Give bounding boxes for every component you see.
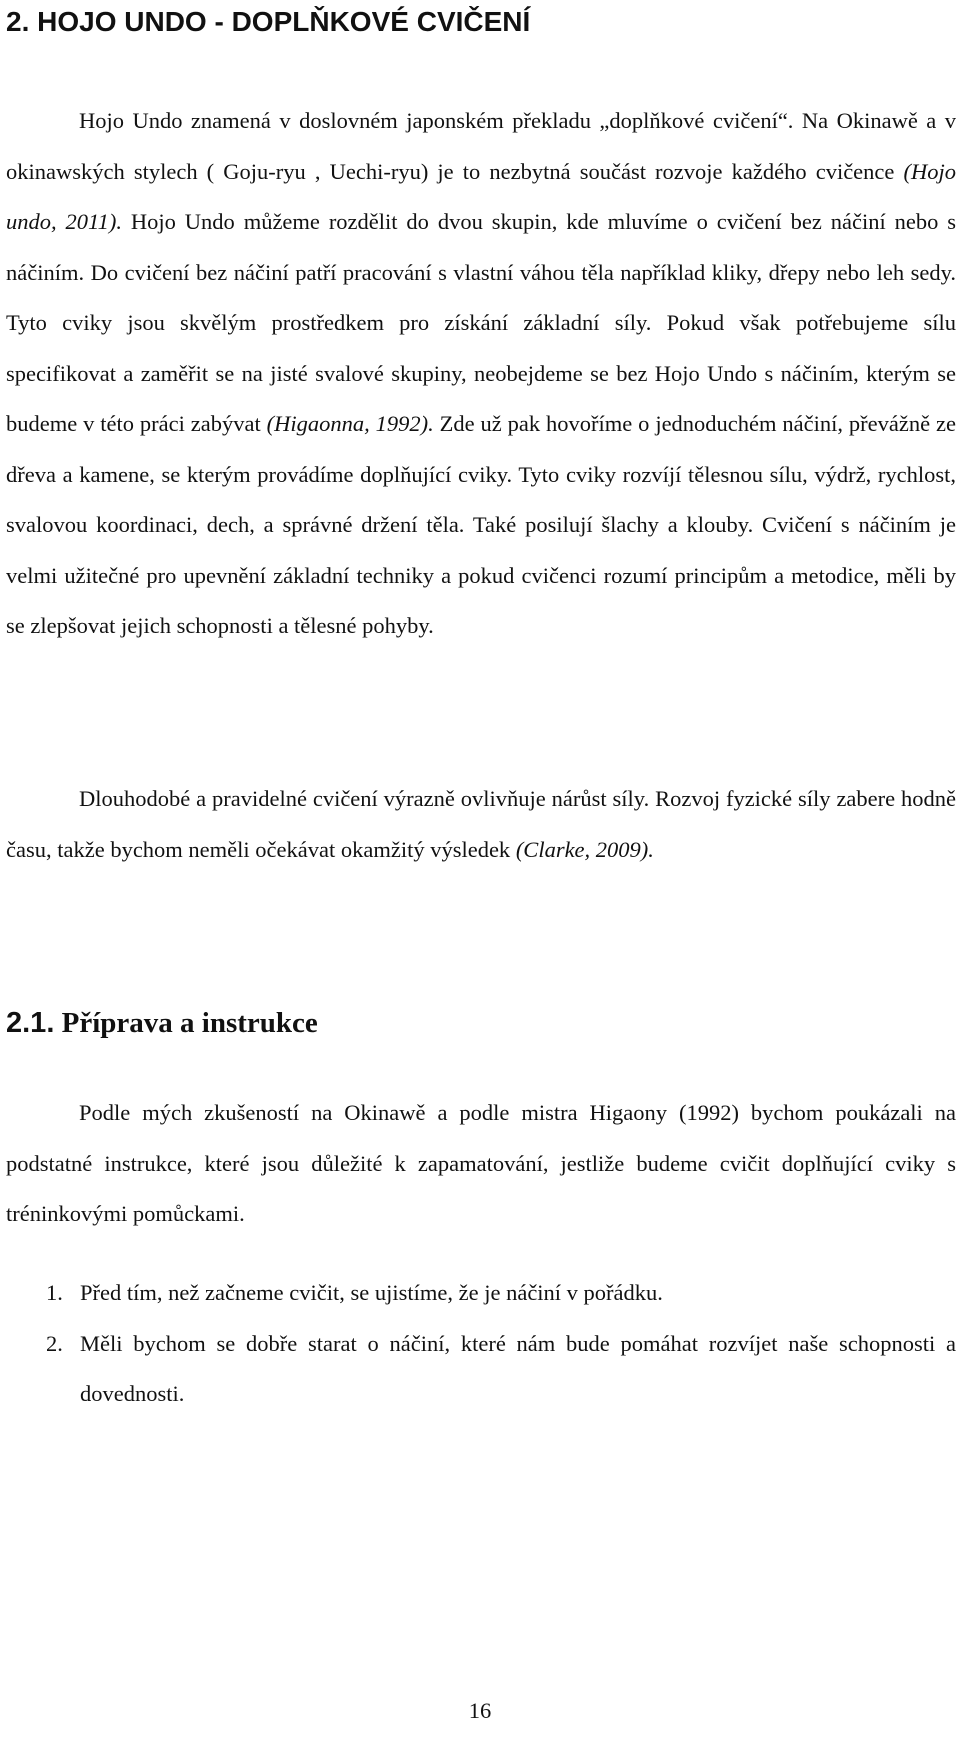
citation-higaonna: (Higaonna, 1992). <box>266 411 434 436</box>
chapter-title: 2. HOJO UNDO - DOPLŇKOVÉ CVIČENÍ <box>6 6 531 37</box>
instruction-list <box>6 1268 956 1420</box>
list-item <box>6 1319 956 1420</box>
paragraph-text: Dlouhodobé a pravidelné cvičení výrazně ovlivňuje nárůst síly. Rozvoj fyzické síly zabere hodně času, takže bychom neměli očekávat okamžitý výsledek <box>6 786 956 862</box>
paragraph-text: Hojo Undo znamená v doslovném japonském překladu „doplňkové cvičení“. Na Okinawě a v okinawských stylech ( Goju-ryu , Uechi-ryu) je to nezbytná součást rozvoje každého cvičence <box>6 108 956 184</box>
page-number: 16 <box>468 1698 492 1723</box>
list-item-number: 1. <box>46 1280 63 1305</box>
section-number: 2.1. <box>6 1007 55 1039</box>
paragraph-strength-development <box>6 774 956 875</box>
paragraph-text: Zde už pak hovoříme o jednoduchém náčiní, převážně ze dřeva a kamene, se kterým provádíme doplňující cviky. Tyto cviky rozvíjí tělesnou sílu, výdrž, rychlost, svalovou koordinaci, dech, a správné držení těla. Také posilují šlachy a klouby. Cvičení s náčiním je velmi užitečné pro upevnění základní techniky a pokud cvičenci rozumí principům a metodice, měli by se zlepšovat jejich schopnosti a tělesné pohyby. <box>6 411 956 638</box>
citation-clarke: (Clarke, 2009). <box>515 836 654 862</box>
list-item <box>6 1268 956 1319</box>
list-item-text: Měli bychom se dobře starat o náčiní, které nám bude pomáhat rozvíjet naše schopnosti a dovednosti. <box>80 1330 956 1406</box>
paragraph-hojo-undo-intro <box>6 96 956 652</box>
section-heading <box>6 1003 318 1043</box>
citation-hojo-undo: (Hojo undo, 2011). <box>6 158 956 234</box>
section-title: Příprava a instrukce <box>54 1007 318 1039</box>
paragraph-instructions-intro: Podle mých zkušeností na Okinawě a podle mistra Higaony (1992) bychom poukázali na podstatné instrukce, které jsou důležité k zapamatování, jestliže budeme cvičit doplňující cviky s tréninkovými pomůckami. <box>6 1100 956 1226</box>
paragraph-text: Hojo Undo můžeme rozdělit do dvou skupin, kde mluvíme o cvičení bez náčiní nebo s náčiním. Do cvičení bez náčiní patří pracování s vlastní váhou těla například kliky, dřepy nebo leh sedy. Tyto cviky jsou skvělým prostředkem pro získání základní síly. Pokud však potřebujeme sílu specifikovat a zaměřit se na jisté svalové skupiny, neobejdeme se bez Hojo Undo s náčiním, kterým se budeme v této práci zabývat <box>6 209 956 436</box>
list-item-text: Před tím, než začneme cvičit, se ujistíme, že je náčiní v pořádku. <box>80 1280 663 1305</box>
list-item-number: 2. <box>46 1330 63 1356</box>
